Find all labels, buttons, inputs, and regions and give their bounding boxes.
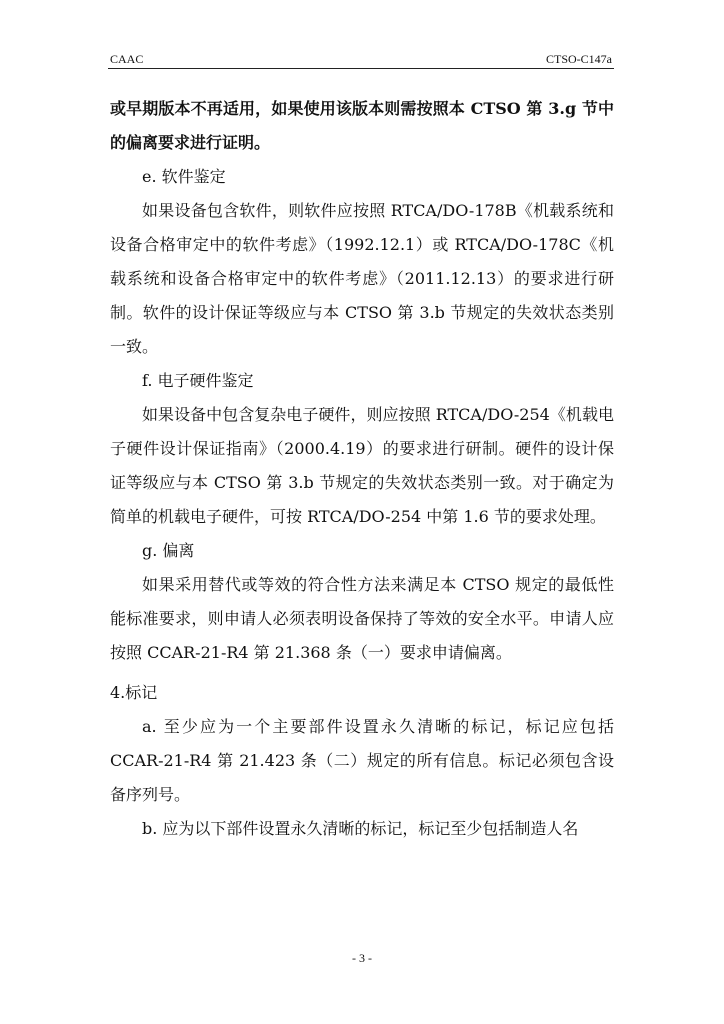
header-doc-id: CTSO-C147a <box>546 52 612 66</box>
section-f-body: 如果设备中包含复杂电子硬件，则应按照 RTCA/DO-254《机载电子硬件设计保证指南》（2000.4.19）的要求进行研制。硬件的设计保证等级应与本 CTSO 第 3.b 节规定的失效状态类别一致。对于确定为简单的机载电子硬件，可按 RTCA/DO-254 中第 1.6 节的要求处理。 <box>110 405 614 526</box>
section-e-title: e. 软件鉴定 <box>142 167 226 186</box>
page-header <box>108 50 614 69</box>
section-4a-body: a. 至少应为一个主要部件设置永久清晰的标记，标记应包括 CCAR-21-R4 第 21.423 条（二）规定的所有信息。标记必须包含设备序列号。 <box>110 717 614 804</box>
section-4-heading: 4.标记 <box>110 683 158 702</box>
section-g-title: g. 偏离 <box>142 541 195 560</box>
document-body <box>110 92 614 846</box>
section-4b-body: b. 应为以下部件设置永久清晰的标记，标记至少包括制造人名 <box>142 819 579 838</box>
header-org: CAAC <box>110 52 144 66</box>
section-g-body: 如果采用替代或等效的符合性方法来满足本 CTSO 规定的最低性能标准要求，则申请人必须表明设备保持了等效的安全水平。申请人应按照 CCAR-21-R4 第 21.368 条（一）要求申请偏离。 <box>110 575 614 662</box>
section-e-body: 如果设备包含软件，则软件应按照 RTCA/DO-178B《机载系统和设备合格审定中的软件考虑》（1992.12.1）或 RTCA/DO-178C《机载系统和设备合格审定中的软件考虑》（2011.12.13）的要求进行研制。软件的设计保证等级应与本 CTSO 第 3.b 节规定的失效状态类别一致。 <box>110 201 614 356</box>
paragraph-continuation: 或早期版本不再适用，如果使用该版本则需按照本 CTSO 第 3.g 节中的偏离要求进行证明。 <box>110 99 614 152</box>
section-f-title: f. 电子硬件鉴定 <box>142 371 254 390</box>
page-number: - 3 - <box>352 951 372 965</box>
